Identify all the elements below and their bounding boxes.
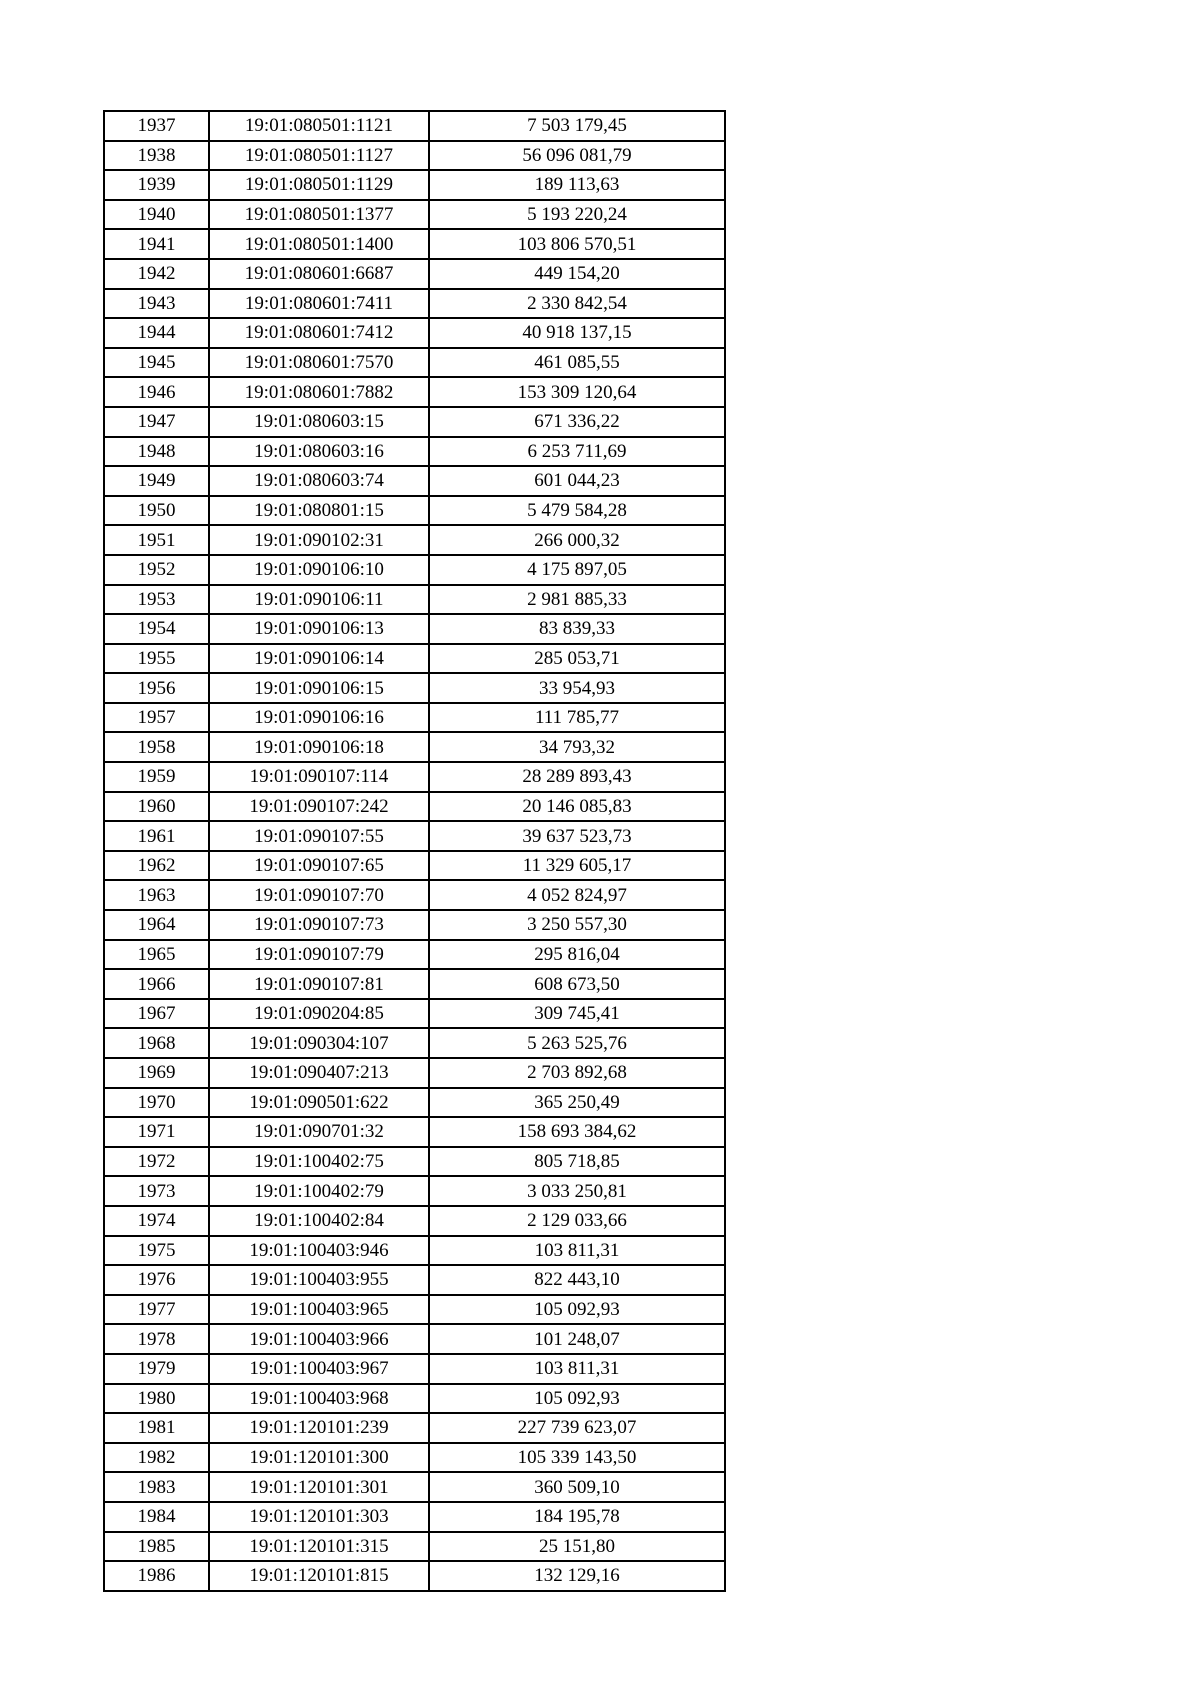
table-row	[104, 821, 725, 851]
cadastral-number-cell: 19:01:100402:84	[209, 1206, 429, 1236]
cadastral-value-cell: 7 503 179,45	[429, 111, 725, 141]
cadastral-value-cell: 4 175 897,05	[429, 555, 725, 585]
cadastral-number-cell: 19:01:090204:85	[209, 999, 429, 1029]
row-number-cell: 1965	[104, 940, 209, 970]
table-row	[104, 1265, 725, 1295]
cadastral-number-cell: 19:01:100403:968	[209, 1384, 429, 1414]
row-number-cell: 1955	[104, 644, 209, 674]
cadastral-value-cell: 805 718,85	[429, 1147, 725, 1177]
cadastral-value-cell: 105 339 143,50	[429, 1443, 725, 1473]
row-number-cell: 1943	[104, 289, 209, 319]
table-row	[104, 703, 725, 733]
table-row	[104, 969, 725, 999]
cadastral-value-cell: 671 336,22	[429, 407, 725, 437]
cadastral-value-cell: 285 053,71	[429, 644, 725, 674]
row-number-cell: 1981	[104, 1413, 209, 1443]
table-row	[104, 170, 725, 200]
row-number-cell: 1952	[104, 555, 209, 585]
cadastral-number-cell: 19:01:080501:1129	[209, 170, 429, 200]
row-number-cell: 1953	[104, 585, 209, 615]
cadastral-number-cell: 19:01:080501:1400	[209, 229, 429, 259]
table-row	[104, 673, 725, 703]
table-row	[104, 1324, 725, 1354]
row-number-cell: 1962	[104, 851, 209, 881]
row-number-cell: 1949	[104, 466, 209, 496]
row-number-cell: 1961	[104, 821, 209, 851]
row-number-cell: 1980	[104, 1384, 209, 1414]
cadastral-value-cell: 56 096 081,79	[429, 141, 725, 171]
cadastral-number-cell: 19:01:100403:966	[209, 1324, 429, 1354]
cadastral-number-cell: 19:01:090102:31	[209, 525, 429, 555]
cadastral-value-table	[103, 110, 726, 1592]
cadastral-value-cell: 189 113,63	[429, 170, 725, 200]
cadastral-number-cell: 19:01:080603:74	[209, 466, 429, 496]
table-row	[104, 1058, 725, 1088]
cadastral-value-cell: 2 703 892,68	[429, 1058, 725, 1088]
row-number-cell: 1986	[104, 1561, 209, 1591]
row-number-cell: 1948	[104, 437, 209, 467]
table-row	[104, 1384, 725, 1414]
table-row	[104, 1176, 725, 1206]
table-row	[104, 1236, 725, 1266]
cadastral-number-cell: 19:01:080501:1377	[209, 200, 429, 230]
cadastral-number-cell: 19:01:100403:967	[209, 1354, 429, 1384]
row-number-cell: 1966	[104, 969, 209, 999]
table-row	[104, 377, 725, 407]
cadastral-value-cell: 227 739 623,07	[429, 1413, 725, 1443]
cadastral-value-cell: 158 693 384,62	[429, 1117, 725, 1147]
table-row	[104, 1413, 725, 1443]
table-row	[104, 1295, 725, 1325]
cadastral-value-cell: 4 052 824,97	[429, 880, 725, 910]
cadastral-number-cell: 19:01:090107:70	[209, 880, 429, 910]
row-number-cell: 1959	[104, 762, 209, 792]
cadastral-number-cell: 19:01:090701:32	[209, 1117, 429, 1147]
cadastral-number-cell: 19:01:080601:6687	[209, 259, 429, 289]
cadastral-value-cell: 822 443,10	[429, 1265, 725, 1295]
row-number-cell: 1954	[104, 614, 209, 644]
table-row	[104, 407, 725, 437]
table-row	[104, 762, 725, 792]
cadastral-value-cell: 39 637 523,73	[429, 821, 725, 851]
cadastral-number-cell: 19:01:090107:55	[209, 821, 429, 851]
table-row	[104, 1088, 725, 1118]
row-number-cell: 1983	[104, 1472, 209, 1502]
cadastral-value-cell: 101 248,07	[429, 1324, 725, 1354]
cadastral-number-cell: 19:01:120101:303	[209, 1502, 429, 1532]
table-row	[104, 1206, 725, 1236]
row-number-cell: 1972	[104, 1147, 209, 1177]
cadastral-number-cell: 19:01:090106:13	[209, 614, 429, 644]
cadastral-value-cell: 184 195,78	[429, 1502, 725, 1532]
cadastral-number-cell: 19:01:120101:300	[209, 1443, 429, 1473]
cadastral-value-cell: 25 151,80	[429, 1532, 725, 1562]
row-number-cell: 1937	[104, 111, 209, 141]
row-number-cell: 1970	[104, 1088, 209, 1118]
row-number-cell: 1968	[104, 1028, 209, 1058]
cadastral-number-cell: 19:01:080603:15	[209, 407, 429, 437]
table-row	[104, 940, 725, 970]
table-row	[104, 1354, 725, 1384]
row-number-cell: 1960	[104, 792, 209, 822]
table-row	[104, 880, 725, 910]
cadastral-value-cell: 3 033 250,81	[429, 1176, 725, 1206]
cadastral-number-cell: 19:01:090107:81	[209, 969, 429, 999]
cadastral-value-cell: 5 263 525,76	[429, 1028, 725, 1058]
cadastral-number-cell: 19:01:100403:965	[209, 1295, 429, 1325]
row-number-cell: 1950	[104, 496, 209, 526]
row-number-cell: 1977	[104, 1295, 209, 1325]
row-number-cell: 1985	[104, 1532, 209, 1562]
table-row	[104, 496, 725, 526]
cadastral-value-cell: 601 044,23	[429, 466, 725, 496]
table-row	[104, 229, 725, 259]
row-number-cell: 1975	[104, 1236, 209, 1266]
row-number-cell: 1938	[104, 141, 209, 171]
cadastral-value-cell: 103 811,31	[429, 1354, 725, 1384]
cadastral-value-cell: 5 193 220,24	[429, 200, 725, 230]
table-row	[104, 1117, 725, 1147]
row-number-cell: 1979	[104, 1354, 209, 1384]
cadastral-value-cell: 28 289 893,43	[429, 762, 725, 792]
row-number-cell: 1969	[104, 1058, 209, 1088]
table-row	[104, 1472, 725, 1502]
row-number-cell: 1982	[104, 1443, 209, 1473]
cadastral-number-cell: 19:01:080601:7882	[209, 377, 429, 407]
cadastral-number-cell: 19:01:120101:815	[209, 1561, 429, 1591]
table-row	[104, 348, 725, 378]
row-number-cell: 1978	[104, 1324, 209, 1354]
row-number-cell: 1944	[104, 318, 209, 348]
row-number-cell: 1939	[104, 170, 209, 200]
cadastral-number-cell: 19:01:090407:213	[209, 1058, 429, 1088]
cadastral-value-cell: 2 129 033,66	[429, 1206, 725, 1236]
table-row	[104, 289, 725, 319]
table-row	[104, 792, 725, 822]
cadastral-value-cell: 360 509,10	[429, 1472, 725, 1502]
cadastral-value-cell: 11 329 605,17	[429, 851, 725, 881]
table-row	[104, 1502, 725, 1532]
row-number-cell: 1945	[104, 348, 209, 378]
row-number-cell: 1957	[104, 703, 209, 733]
table-row	[104, 732, 725, 762]
row-number-cell: 1958	[104, 732, 209, 762]
table-body	[104, 111, 725, 1591]
row-number-cell: 1956	[104, 673, 209, 703]
cadastral-number-cell: 19:01:090107:79	[209, 940, 429, 970]
cadastral-number-cell: 19:01:080501:1127	[209, 141, 429, 171]
cadastral-value-cell: 2 981 885,33	[429, 585, 725, 615]
cadastral-number-cell: 19:01:080501:1121	[209, 111, 429, 141]
cadastral-number-cell: 19:01:080603:16	[209, 437, 429, 467]
cadastral-number-cell: 19:01:120101:239	[209, 1413, 429, 1443]
cadastral-number-cell: 19:01:080801:15	[209, 496, 429, 526]
cadastral-value-cell: 295 816,04	[429, 940, 725, 970]
row-number-cell: 1942	[104, 259, 209, 289]
cadastral-number-cell: 19:01:100403:946	[209, 1236, 429, 1266]
cadastral-value-cell: 608 673,50	[429, 969, 725, 999]
cadastral-number-cell: 19:01:090107:73	[209, 910, 429, 940]
table-row	[104, 141, 725, 171]
row-number-cell: 1984	[104, 1502, 209, 1532]
table-row	[104, 466, 725, 496]
cadastral-number-cell: 19:01:100402:75	[209, 1147, 429, 1177]
cadastral-value-cell: 33 954,93	[429, 673, 725, 703]
row-number-cell: 1974	[104, 1206, 209, 1236]
cadastral-number-cell: 19:01:080601:7570	[209, 348, 429, 378]
table-row	[104, 614, 725, 644]
cadastral-value-cell: 105 092,93	[429, 1295, 725, 1325]
row-number-cell: 1940	[104, 200, 209, 230]
table-row	[104, 1028, 725, 1058]
cadastral-number-cell: 19:01:090106:10	[209, 555, 429, 585]
table-row	[104, 555, 725, 585]
cadastral-value-cell: 461 085,55	[429, 348, 725, 378]
cadastral-number-cell: 19:01:090501:622	[209, 1088, 429, 1118]
row-number-cell: 1971	[104, 1117, 209, 1147]
cadastral-number-cell: 19:01:090107:114	[209, 762, 429, 792]
table-row	[104, 437, 725, 467]
cadastral-value-cell: 83 839,33	[429, 614, 725, 644]
cadastral-value-cell: 2 330 842,54	[429, 289, 725, 319]
cadastral-value-cell: 5 479 584,28	[429, 496, 725, 526]
table-row	[104, 259, 725, 289]
table-row	[104, 644, 725, 674]
table-row	[104, 1443, 725, 1473]
row-number-cell: 1973	[104, 1176, 209, 1206]
cadastral-value-cell: 103 806 570,51	[429, 229, 725, 259]
table-row	[104, 111, 725, 141]
cadastral-number-cell: 19:01:090106:11	[209, 585, 429, 615]
table-row	[104, 318, 725, 348]
cadastral-value-cell: 40 918 137,15	[429, 318, 725, 348]
cadastral-value-cell: 3 250 557,30	[429, 910, 725, 940]
cadastral-number-cell: 19:01:120101:301	[209, 1472, 429, 1502]
cadastral-number-cell: 19:01:100402:79	[209, 1176, 429, 1206]
table-row	[104, 1532, 725, 1562]
row-number-cell: 1946	[104, 377, 209, 407]
cadastral-number-cell: 19:01:090106:18	[209, 732, 429, 762]
cadastral-value-cell: 153 309 120,64	[429, 377, 725, 407]
cadastral-number-cell: 19:01:090107:242	[209, 792, 429, 822]
row-number-cell: 1951	[104, 525, 209, 555]
cadastral-number-cell: 19:01:080601:7411	[209, 289, 429, 319]
cadastral-value-cell: 111 785,77	[429, 703, 725, 733]
cadastral-number-cell: 19:01:080601:7412	[209, 318, 429, 348]
row-number-cell: 1976	[104, 1265, 209, 1295]
table-row	[104, 999, 725, 1029]
cadastral-value-cell: 309 745,41	[429, 999, 725, 1029]
cadastral-value-cell: 6 253 711,69	[429, 437, 725, 467]
table-row	[104, 1147, 725, 1177]
cadastral-value-cell: 20 146 085,83	[429, 792, 725, 822]
cadastral-number-cell: 19:01:100403:955	[209, 1265, 429, 1295]
table-row	[104, 851, 725, 881]
cadastral-number-cell: 19:01:090106:14	[209, 644, 429, 674]
cadastral-number-cell: 19:01:090106:15	[209, 673, 429, 703]
row-number-cell: 1963	[104, 880, 209, 910]
cadastral-number-cell: 19:01:090304:107	[209, 1028, 429, 1058]
row-number-cell: 1967	[104, 999, 209, 1029]
row-number-cell: 1947	[104, 407, 209, 437]
cadastral-value-cell: 103 811,31	[429, 1236, 725, 1266]
row-number-cell: 1941	[104, 229, 209, 259]
cadastral-number-cell: 19:01:090107:65	[209, 851, 429, 881]
cadastral-value-cell: 105 092,93	[429, 1384, 725, 1414]
table-row	[104, 525, 725, 555]
cadastral-value-cell: 365 250,49	[429, 1088, 725, 1118]
cadastral-value-cell: 449 154,20	[429, 259, 725, 289]
table-row	[104, 1561, 725, 1591]
cadastral-number-cell: 19:01:120101:315	[209, 1532, 429, 1562]
row-number-cell: 1964	[104, 910, 209, 940]
cadastral-value-cell: 266 000,32	[429, 525, 725, 555]
cadastral-number-cell: 19:01:090106:16	[209, 703, 429, 733]
cadastral-value-cell: 34 793,32	[429, 732, 725, 762]
table-row	[104, 910, 725, 940]
cadastral-value-cell: 132 129,16	[429, 1561, 725, 1591]
table-row	[104, 585, 725, 615]
table-row	[104, 200, 725, 230]
